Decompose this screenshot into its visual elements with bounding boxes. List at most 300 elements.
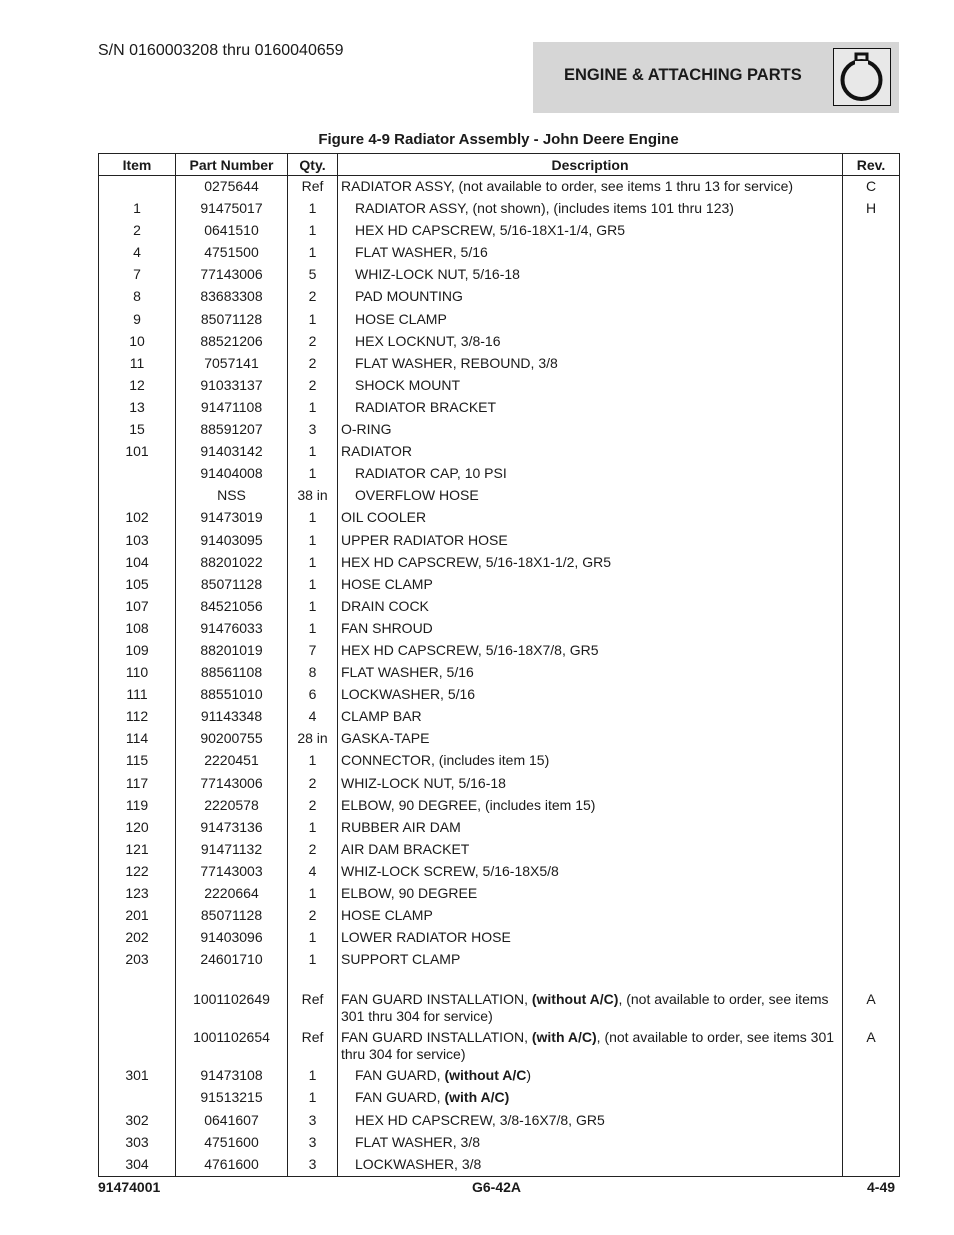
revision <box>843 331 900 353</box>
description <box>338 353 843 375</box>
description-text: , (not available to order, see items 301 thru 304 for service) <box>341 991 829 1025</box>
table-row <box>99 1065 900 1087</box>
description <box>338 574 843 596</box>
description <box>338 485 843 507</box>
table-row <box>99 839 900 861</box>
table-row <box>99 596 900 618</box>
revision <box>843 1087 900 1109</box>
revision <box>843 773 900 795</box>
quantity: 3 <box>288 1132 338 1154</box>
description <box>338 861 843 883</box>
revision <box>843 552 900 574</box>
spacer-cell <box>99 971 176 989</box>
table-row <box>99 728 900 750</box>
description-text: HOSE CLAMP <box>341 575 433 592</box>
description <box>338 750 843 772</box>
table-row <box>99 485 900 507</box>
item-number: 304 <box>99 1154 176 1176</box>
part-number: 4761600 <box>176 1154 288 1176</box>
description <box>338 596 843 618</box>
table-row <box>99 618 900 640</box>
table-row <box>99 927 900 949</box>
engine-icon <box>833 48 891 106</box>
item-number: 11 <box>99 353 176 375</box>
revision <box>843 507 900 529</box>
quantity: 38 in <box>288 485 338 507</box>
description-text: HEX HD CAPSCREW, 5/16-18X1-1/2, GR5 <box>341 553 611 570</box>
description-text: ELBOW, 90 DEGREE <box>341 885 478 901</box>
part-number: 1001102649 <box>176 989 288 1027</box>
table-row <box>99 640 900 662</box>
quantity: 1 <box>288 530 338 552</box>
description <box>338 507 843 529</box>
footer-document-number: 91474001 <box>98 1179 161 1195</box>
description-text: LOCKWASHER, 5/16 <box>341 686 476 703</box>
description <box>338 1065 843 1087</box>
description <box>338 375 843 397</box>
description-text: FAN GUARD INSTALLATION, <box>341 991 532 1008</box>
description-text: HEX HD CAPSCREW, 3/8-16X7/8, GR5 <box>355 1111 605 1128</box>
part-number: 77143006 <box>176 773 288 795</box>
quantity: 1 <box>288 397 338 419</box>
revision <box>843 1154 900 1176</box>
description-text: LOCKWASHER, 3/8 <box>355 1155 482 1172</box>
description-text: OVERFLOW HOSE <box>355 487 479 504</box>
part-number: 77143006 <box>176 264 288 286</box>
description-text: PAD MOUNTING <box>355 288 463 305</box>
description <box>338 927 843 949</box>
revision <box>843 485 900 507</box>
description-emphasis: (without A/C <box>444 1067 527 1084</box>
part-number: 88201019 <box>176 640 288 662</box>
item-number: 119 <box>99 795 176 817</box>
description-text: CLAMP BAR <box>341 708 422 725</box>
description <box>338 1110 843 1132</box>
table-filler-row <box>99 1176 900 1177</box>
table-row <box>99 507 900 529</box>
figure-title: Figure 4-9 Radiator Assembly - John Deere Engine <box>318 131 679 148</box>
column-header-qty: Qty. <box>288 154 338 176</box>
spacer-cell <box>176 971 288 989</box>
revision <box>843 397 900 419</box>
item-number: 121 <box>99 839 176 861</box>
quantity: 1 <box>288 883 338 905</box>
part-number: NSS <box>176 485 288 507</box>
description-text: ELBOW, 90 DEGREE, (includes item 15) <box>341 796 596 813</box>
revision <box>843 750 900 772</box>
description-text: HEX LOCKNUT, 3/8-16 <box>355 332 501 349</box>
spacer-cell <box>843 971 900 989</box>
quantity: 1 <box>288 596 338 618</box>
description-text: HOSE CLAMP <box>355 310 447 327</box>
table-row <box>99 375 900 397</box>
column-header-rev: Rev. <box>843 154 900 176</box>
table-row <box>99 750 900 772</box>
description <box>338 905 843 927</box>
column-header-part-number: Part Number <box>176 154 288 176</box>
quantity: 2 <box>288 795 338 817</box>
revision <box>843 949 900 971</box>
revision <box>843 618 900 640</box>
description-text: AIR DAM BRACKET <box>341 840 470 857</box>
revision <box>843 706 900 728</box>
item-number <box>99 176 176 199</box>
quantity: 4 <box>288 861 338 883</box>
description <box>338 817 843 839</box>
description-text: RADIATOR ASSY, (not available to order, see items 1 thru 13 for service) <box>341 178 794 194</box>
item-number: 112 <box>99 706 176 728</box>
revision <box>843 309 900 331</box>
description-text: OIL COOLER <box>341 509 427 526</box>
part-number: 0275644 <box>176 176 288 199</box>
quantity: 6 <box>288 684 338 706</box>
revision <box>843 861 900 883</box>
revision <box>843 419 900 441</box>
item-number: 12 <box>99 375 176 397</box>
table-row <box>99 331 900 353</box>
filler-cell <box>99 1176 176 1177</box>
revision <box>843 375 900 397</box>
item-number: 109 <box>99 640 176 662</box>
part-number: 88521206 <box>176 331 288 353</box>
description <box>338 839 843 861</box>
part-number: 91473108 <box>176 1065 288 1087</box>
description <box>338 441 843 463</box>
table-row <box>99 773 900 795</box>
quantity: 4 <box>288 706 338 728</box>
item-number: 15 <box>99 419 176 441</box>
table-row <box>99 949 900 971</box>
description <box>338 662 843 684</box>
item-number: 10 <box>99 331 176 353</box>
revision <box>843 728 900 750</box>
table-row <box>99 441 900 463</box>
part-number: 85071128 <box>176 905 288 927</box>
table-row <box>99 883 900 905</box>
item-number: 203 <box>99 949 176 971</box>
quantity: 5 <box>288 264 338 286</box>
description-emphasis: (without A/C) <box>531 991 619 1008</box>
description <box>338 309 843 331</box>
section-header <box>533 42 899 113</box>
parts-table-body <box>99 176 900 1177</box>
revision <box>843 1065 900 1087</box>
item-number: 104 <box>99 552 176 574</box>
part-number: 77143003 <box>176 861 288 883</box>
item-number: 114 <box>99 728 176 750</box>
quantity: 2 <box>288 905 338 927</box>
quantity: 2 <box>288 286 338 308</box>
part-number: 91471132 <box>176 839 288 861</box>
description <box>338 264 843 286</box>
item-number: 105 <box>99 574 176 596</box>
description <box>338 1027 843 1065</box>
filler-cell <box>288 1176 338 1177</box>
part-number: 91033137 <box>176 375 288 397</box>
table-row <box>99 1132 900 1154</box>
revision <box>843 286 900 308</box>
table-row <box>99 176 900 199</box>
description <box>338 552 843 574</box>
description-text: FLAT WASHER, 5/16 <box>355 244 488 261</box>
item-number <box>99 485 176 507</box>
item-number: 202 <box>99 927 176 949</box>
description <box>338 1154 843 1176</box>
revision <box>843 839 900 861</box>
revision: H <box>843 198 900 220</box>
description <box>338 684 843 706</box>
description <box>338 463 843 485</box>
description-text: WHIZ-LOCK SCREW, 5/16-18X5/8 <box>341 862 559 879</box>
part-number: 88201022 <box>176 552 288 574</box>
part-number: 91143348 <box>176 706 288 728</box>
quantity: 1 <box>288 198 338 220</box>
quantity: 1 <box>288 441 338 463</box>
description <box>338 242 843 264</box>
table-spacer-row <box>99 971 900 989</box>
item-number: 7 <box>99 264 176 286</box>
column-header-description: Description <box>338 154 843 176</box>
part-number: 2220578 <box>176 795 288 817</box>
item-number: 108 <box>99 618 176 640</box>
description-text: RUBBER AIR DAM <box>341 818 461 835</box>
item-number: 303 <box>99 1132 176 1154</box>
filler-cell <box>338 1176 843 1177</box>
description-text: SUPPORT CLAMP <box>341 951 461 968</box>
revision <box>843 927 900 949</box>
table-row <box>99 1154 900 1176</box>
description-text: UPPER RADIATOR HOSE <box>341 531 508 548</box>
table-row <box>99 552 900 574</box>
quantity: 8 <box>288 662 338 684</box>
quantity: 2 <box>288 331 338 353</box>
part-number: 83683308 <box>176 286 288 308</box>
table-header-row <box>99 154 900 176</box>
part-number: 4751600 <box>176 1132 288 1154</box>
table-row <box>99 463 900 485</box>
item-number: 2 <box>99 220 176 242</box>
description-text: FAN GUARD, <box>355 1089 445 1106</box>
description-text: DRAIN COCK <box>341 597 429 614</box>
description-text: FAN SHROUD <box>341 619 433 636</box>
item-number: 115 <box>99 750 176 772</box>
spacer-cell <box>288 971 338 989</box>
part-number: 91403096 <box>176 927 288 949</box>
description-text: GASKA-TAPE <box>341 730 430 747</box>
quantity: 1 <box>288 507 338 529</box>
description <box>338 640 843 662</box>
description <box>338 286 843 308</box>
table-row <box>99 1110 900 1132</box>
description-text: RADIATOR BRACKET <box>355 398 497 415</box>
item-number: 9 <box>99 309 176 331</box>
revision <box>843 596 900 618</box>
revision <box>843 441 900 463</box>
description-text: RADIATOR CAP, 10 PSI <box>355 465 507 482</box>
part-number: 85071128 <box>176 309 288 331</box>
quantity: 1 <box>288 309 338 331</box>
part-number: 7057141 <box>176 353 288 375</box>
quantity: 1 <box>288 552 338 574</box>
quantity: 1 <box>288 750 338 772</box>
table-row <box>99 662 900 684</box>
revision <box>843 264 900 286</box>
filler-cell <box>843 1176 900 1177</box>
revision <box>843 905 900 927</box>
revision <box>843 220 900 242</box>
item-number: 301 <box>99 1065 176 1087</box>
description <box>338 220 843 242</box>
part-number: 91403095 <box>176 530 288 552</box>
description <box>338 949 843 971</box>
quantity: 2 <box>288 375 338 397</box>
quantity: 3 <box>288 419 338 441</box>
part-number: 91476033 <box>176 618 288 640</box>
item-number: 101 <box>99 441 176 463</box>
revision: A <box>843 989 900 1027</box>
part-number: 2220664 <box>176 883 288 905</box>
quantity: 28 in <box>288 728 338 750</box>
table-row <box>99 1087 900 1109</box>
description <box>338 883 843 905</box>
item-number: 111 <box>99 684 176 706</box>
table-row <box>99 989 900 1027</box>
description <box>338 198 843 220</box>
revision <box>843 1132 900 1154</box>
description-text: WHIZ-LOCK NUT, 5/16-18 <box>355 266 520 283</box>
column-header-item: Item <box>99 154 176 176</box>
spacer-cell <box>338 971 843 989</box>
part-number: 91473136 <box>176 817 288 839</box>
quantity: Ref <box>288 176 338 199</box>
quantity: Ref <box>288 989 338 1027</box>
description <box>338 618 843 640</box>
quantity: 1 <box>288 463 338 485</box>
part-number: 91473019 <box>176 507 288 529</box>
parts-table <box>98 153 900 1177</box>
quantity: 1 <box>288 817 338 839</box>
description-text: WHIZ-LOCK NUT, 5/16-18 <box>341 774 506 791</box>
description-text: ) <box>526 1067 532 1084</box>
description-text: , (not available to order, see items 301 thru 304 for service) <box>341 1029 835 1063</box>
item-number: 117 <box>99 773 176 795</box>
item-number: 201 <box>99 905 176 927</box>
description-text: LOWER RADIATOR HOSE <box>341 929 511 946</box>
revision <box>843 684 900 706</box>
description <box>338 530 843 552</box>
filler-cell <box>176 1176 288 1177</box>
part-number: 91404008 <box>176 463 288 485</box>
quantity: 3 <box>288 1110 338 1132</box>
part-number: 4751500 <box>176 242 288 264</box>
item-number: 122 <box>99 861 176 883</box>
description-text: HEX HD CAPSCREW, 5/16-18X1-1/4, GR5 <box>355 222 625 239</box>
part-number: 85071128 <box>176 574 288 596</box>
item-number: 13 <box>99 397 176 419</box>
revision <box>843 574 900 596</box>
description <box>338 773 843 795</box>
item-number: 123 <box>99 883 176 905</box>
part-number: 91475017 <box>176 198 288 220</box>
table-row <box>99 795 900 817</box>
revision <box>843 1110 900 1132</box>
part-number: 88551010 <box>176 684 288 706</box>
table-row <box>99 286 900 308</box>
item-number: 8 <box>99 286 176 308</box>
revision <box>843 662 900 684</box>
description <box>338 397 843 419</box>
description <box>338 176 843 199</box>
table-row <box>99 530 900 552</box>
quantity: 1 <box>288 220 338 242</box>
table-row <box>99 1027 900 1065</box>
quantity: Ref <box>288 1027 338 1065</box>
description <box>338 706 843 728</box>
table-row <box>99 706 900 728</box>
description-text: HEX HD CAPSCREW, 5/16-18X7/8, GR5 <box>341 641 599 658</box>
description-text: RADIATOR ASSY, (not shown), (includes items 101 thru 123) <box>355 200 734 217</box>
table-row <box>99 684 900 706</box>
quantity: 1 <box>288 949 338 971</box>
part-number: 91471108 <box>176 397 288 419</box>
description-text: SHOCK MOUNT <box>355 376 460 393</box>
description-text: FLAT WASHER, REBOUND, 3/8 <box>355 354 558 371</box>
table-row <box>99 242 900 264</box>
part-number: 0641607 <box>176 1110 288 1132</box>
quantity: 2 <box>288 839 338 861</box>
part-number: 91513215 <box>176 1087 288 1109</box>
description-text: RADIATOR <box>341 443 413 460</box>
description-text: FAN GUARD INSTALLATION, <box>341 1029 532 1046</box>
revision <box>843 463 900 485</box>
description <box>338 728 843 750</box>
item-number: 107 <box>99 596 176 618</box>
table-row <box>99 817 900 839</box>
footer-page-number: 4-49 <box>867 1179 896 1195</box>
quantity: 2 <box>288 353 338 375</box>
table-row <box>99 309 900 331</box>
revision: A <box>843 1027 900 1065</box>
item-number: 302 <box>99 1110 176 1132</box>
item-number: 120 <box>99 817 176 839</box>
quantity: 1 <box>288 927 338 949</box>
part-number: 84521056 <box>176 596 288 618</box>
description-text: FLAT WASHER, 5/16 <box>341 664 474 681</box>
revision <box>843 883 900 905</box>
item-number <box>99 1027 176 1065</box>
part-number: 2220451 <box>176 750 288 772</box>
description-text: FAN GUARD, <box>355 1067 445 1084</box>
description-emphasis: (with A/C) <box>444 1089 510 1106</box>
description-text: FLAT WASHER, 3/8 <box>355 1133 480 1150</box>
part-number: 91403142 <box>176 441 288 463</box>
table-row <box>99 397 900 419</box>
description <box>338 331 843 353</box>
description <box>338 1132 843 1154</box>
revision <box>843 353 900 375</box>
part-number: 88591207 <box>176 419 288 441</box>
table-row <box>99 198 900 220</box>
item-number: 103 <box>99 530 176 552</box>
table-row <box>99 353 900 375</box>
revision: C <box>843 176 900 199</box>
revision <box>843 795 900 817</box>
quantity: 7 <box>288 640 338 662</box>
part-number: 90200755 <box>176 728 288 750</box>
item-number <box>99 1087 176 1109</box>
quantity: 1 <box>288 618 338 640</box>
description <box>338 419 843 441</box>
